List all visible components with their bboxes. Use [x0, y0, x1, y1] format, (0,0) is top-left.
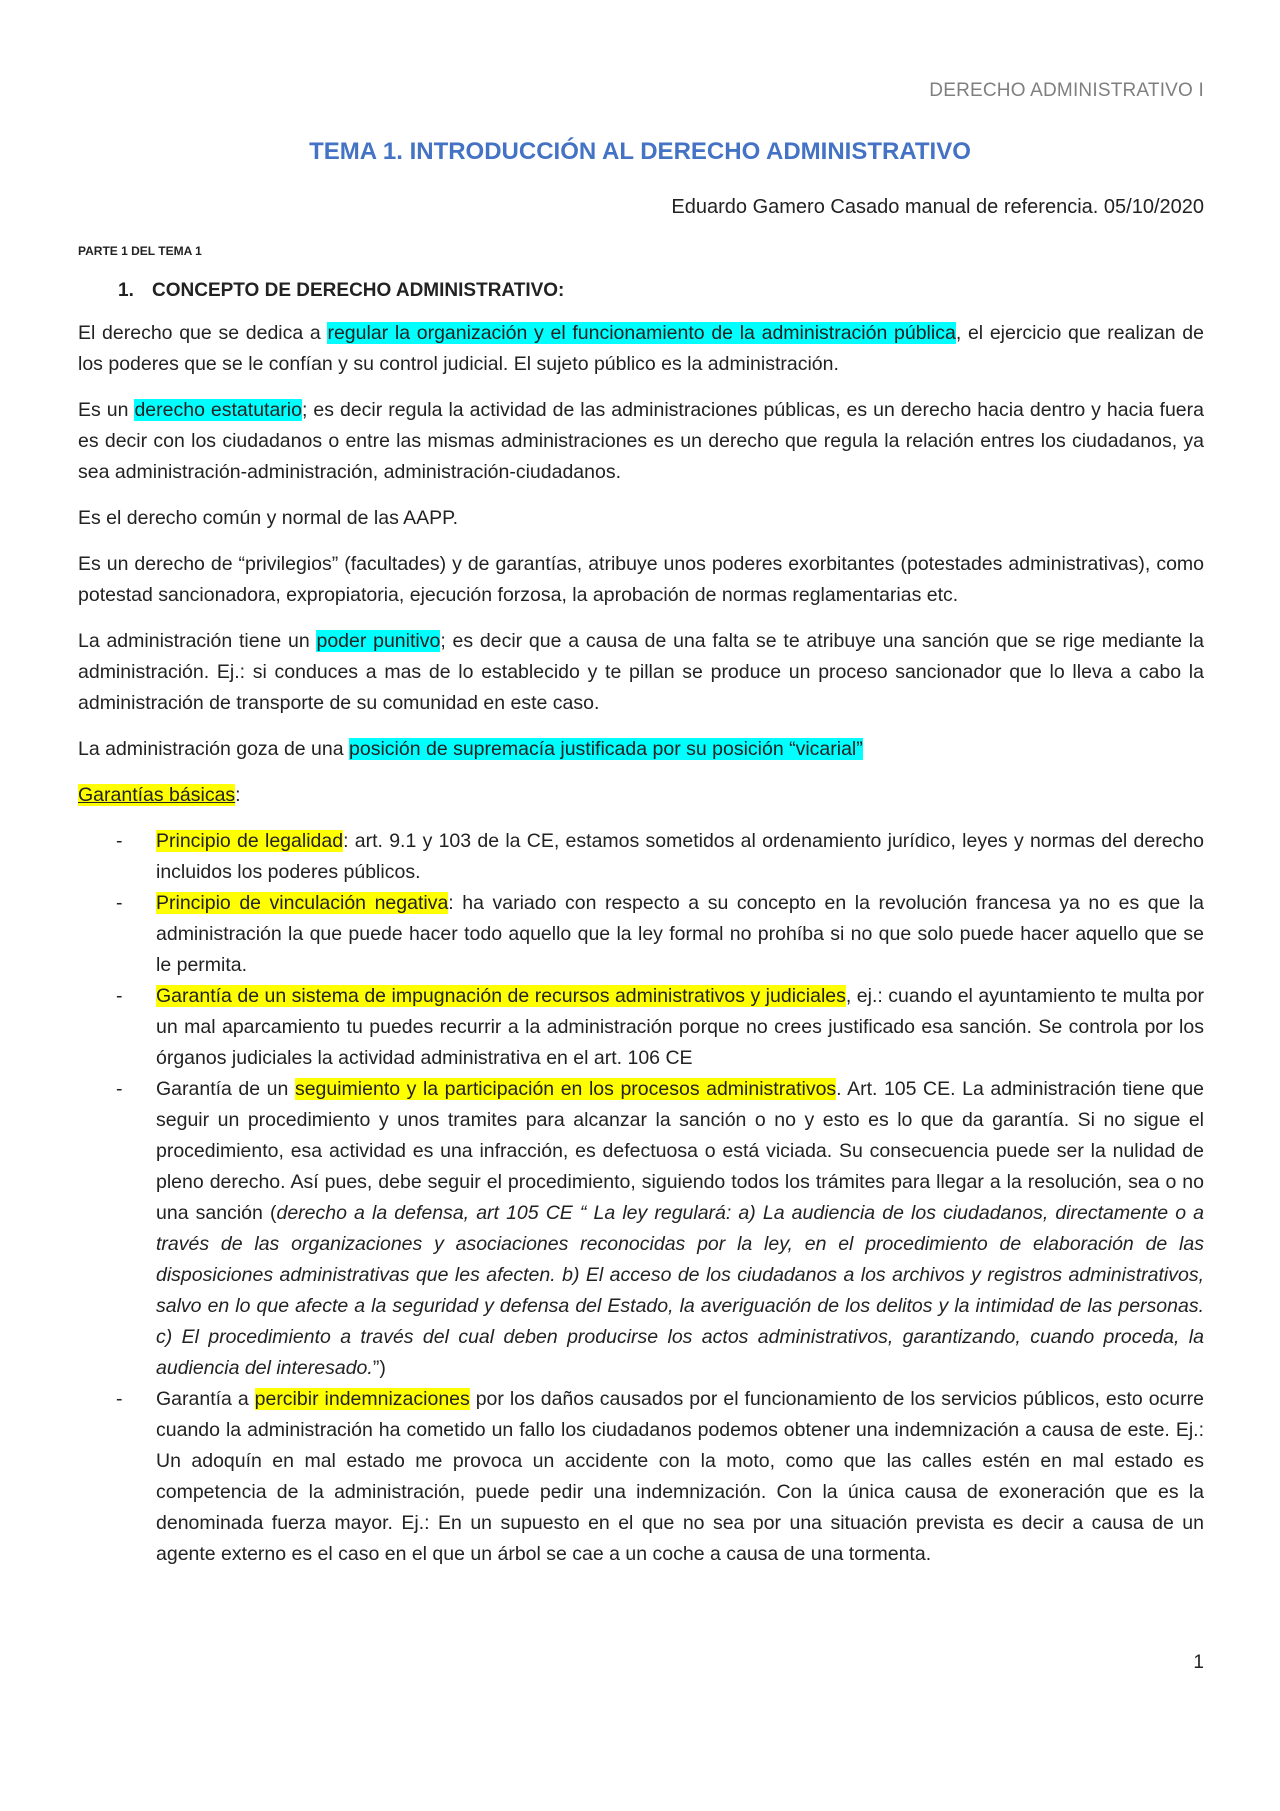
list-item-vinculacion: [78, 888, 1204, 981]
highlighted-text: Principio de vinculación negativa: [156, 892, 449, 914]
list-item-indemnizaciones: [78, 1384, 1204, 1570]
list-text: por los daños causados por el funcionamiento de los servicios públicos, esto ocurre cuando la administración ha cometido un fallo los ciudadanos podemos obtener una indemnización a causa de este. Ej.: Un adoquín en mal estado me provoca un accidente con la moto, como que las calles estén en mal estado es competencia de la administración, puede pedir una indemnización. Con la única causa de exoneración que es la denominada fuerza mayor. Ej.: En un supuesto en el que no sea por una situación prevista es decir a causa de un agente externo es el caso en el que un árbol se cae a un coche a causa de una tormenta.: [156, 1388, 1204, 1565]
section-number: 1.: [118, 280, 134, 301]
list-text: : ha variado con respecto a su concepto en la revolución francesa ya no es que la administración la que puede hacer todo aquello que la ley formal no prohíba si no que solo puede hacer aquello que se le permita.: [156, 892, 1204, 976]
paragraph-text: Es un: [78, 399, 135, 421]
paragraph-supremacia: [78, 734, 1204, 765]
list-item-legalidad: [78, 826, 1204, 888]
document-title: TEMA 1. INTRODUCCIÓN AL DERECHO ADMINISTRATIVO: [309, 138, 971, 165]
highlighted-text: percibir indemnizaciones: [254, 1388, 470, 1410]
paragraph-text: ; es decir regula la actividad de las administraciones públicas, es un derecho hacia dentro y hacia fuera es decir con los ciudadanos o entre las mismas administraciones es un derecho que regula la relación entres los ciudadanos, ya sea administración-administración, administración-ciudadanos.: [78, 399, 1204, 483]
list-text: . Art. 105 CE. La administración tiene que seguir un procedimiento y unos tramites para alcanzar la sanción o no y esto es lo que da garantía. Si no sigue el procedimiento, esa actividad es una infracción, es defectuosa o está viciada. Su consecuencia puede ser la nulidad de pleno derecho. Así pues, debe seguir el procedimiento, siguiendo todos los trámites para llegar a la resolución, sea o no una sanción (: [156, 1078, 1205, 1224]
running-header: DERECHO ADMINISTRATIVO I: [929, 80, 1204, 101]
garantias-label: Garantías básicas: [78, 784, 236, 806]
paragraph-text: El derecho que se dedica a: [78, 322, 328, 344]
paragraph-text: ; es decir que a causa de una falta se te atribuye una sanción que se rige mediante la administración. Ej.: si conduces a mas de lo establecido y te pillan se produce un proceso sancionador que lo lleva a cabo la administración de transporte de su comunidad en este caso.: [78, 630, 1204, 714]
highlighted-text: Principio de legalidad: [156, 830, 344, 852]
paragraph-text: , el ejercicio que realizan de los poderes que se le confían y su control judicial. El sujeto público es la administración.: [78, 322, 1204, 375]
paragraph-privilegios: Es un derecho de “privilegios” (facultades) y de garantías, atribuye unos poderes exorbitantes (potestades administrativas), como potestad sancionadora, expropiatoria, ejecución forzosa, la aprobación de normas reglamentarias etc.: [78, 553, 1204, 606]
list-bullet: -: [116, 985, 123, 1007]
list-text: , ej.: cuando el ayuntamiento te multa por un mal aparcamiento tu puedes recurrir a la administración porque no crees justificado esa sanción. Se controla por los órganos judiciales la actividad administrativa en el art. 106 CE: [156, 985, 1204, 1069]
list-bullet: -: [116, 1388, 123, 1410]
author-line: Eduardo Gamero Casado manual de referencia. 05/10/2020: [671, 196, 1204, 218]
garantias-colon: :: [235, 784, 241, 806]
paragraph-comun: Es el derecho común y normal de las AAPP.: [78, 507, 459, 529]
highlighted-text: posición de supremacía justificada por su posición “vicarial”: [349, 738, 863, 760]
list-bullet: -: [116, 1078, 123, 1100]
list-text: : art. 9.1 y 103 de la CE, estamos sometidos al ordenamiento jurídico, leyes y normas del derecho incluidos los poderes públicos.: [156, 830, 1204, 883]
document-body: [78, 244, 1204, 1570]
garantias-list: [78, 826, 1204, 1570]
section-title: CONCEPTO DE DERECHO ADMINISTRATIVO:: [152, 280, 565, 301]
list-text: Garantía a: [156, 1388, 255, 1410]
highlighted-text: poder punitivo: [316, 630, 441, 652]
highlighted-text: derecho estatutario: [134, 399, 302, 421]
part-label: PARTE 1 DEL TEMA 1: [78, 244, 202, 258]
garantias-heading: [78, 780, 1204, 811]
list-bullet: -: [116, 892, 123, 914]
paragraph-punitivo: [78, 626, 1204, 719]
page-number: 1: [1193, 1652, 1204, 1673]
paragraph-definition: [78, 318, 1204, 380]
list-bullet: -: [116, 830, 123, 852]
italic-quote: derecho a la defensa, art 105 CE “ La ley regulará: a) La audiencia de los ciudadanos, directamente o a través de las organizaciones y asociaciones reconocidas por la ley, en el procedimiento de elaboración de las disposiciones administrativas que les afecten. b) El acceso de los ciudadanos a los archivos y registros administrativos, salvo en lo que afecte a la seguridad y defensa del Estado, la averiguación de los delitos y la intimidad de las personas. c) El procedimiento a través del cual deben producirse los actos administrativos, garantizando, cuando proceda, la audiencia del interesado.: [156, 1202, 1205, 1379]
list-item-impugnacion: [78, 981, 1204, 1074]
highlighted-text: seguimiento y la participación en los procesos administrativos: [294, 1078, 837, 1100]
list-item-participacion: [78, 1074, 1204, 1384]
highlighted-text: regular la organización y el funcionamiento de la administración pública: [327, 322, 956, 344]
paragraph-estatutario: [78, 395, 1204, 488]
paragraph-text: La administración tiene un: [78, 630, 317, 652]
highlighted-text: Garantía de un sistema de impugnación de recursos administrativos y judiciales: [156, 985, 846, 1007]
list-text: Garantía de un: [156, 1078, 295, 1100]
list-text: ”): [372, 1357, 386, 1379]
section-heading: [78, 280, 1204, 302]
paragraph-text: La administración goza de una: [78, 738, 350, 760]
